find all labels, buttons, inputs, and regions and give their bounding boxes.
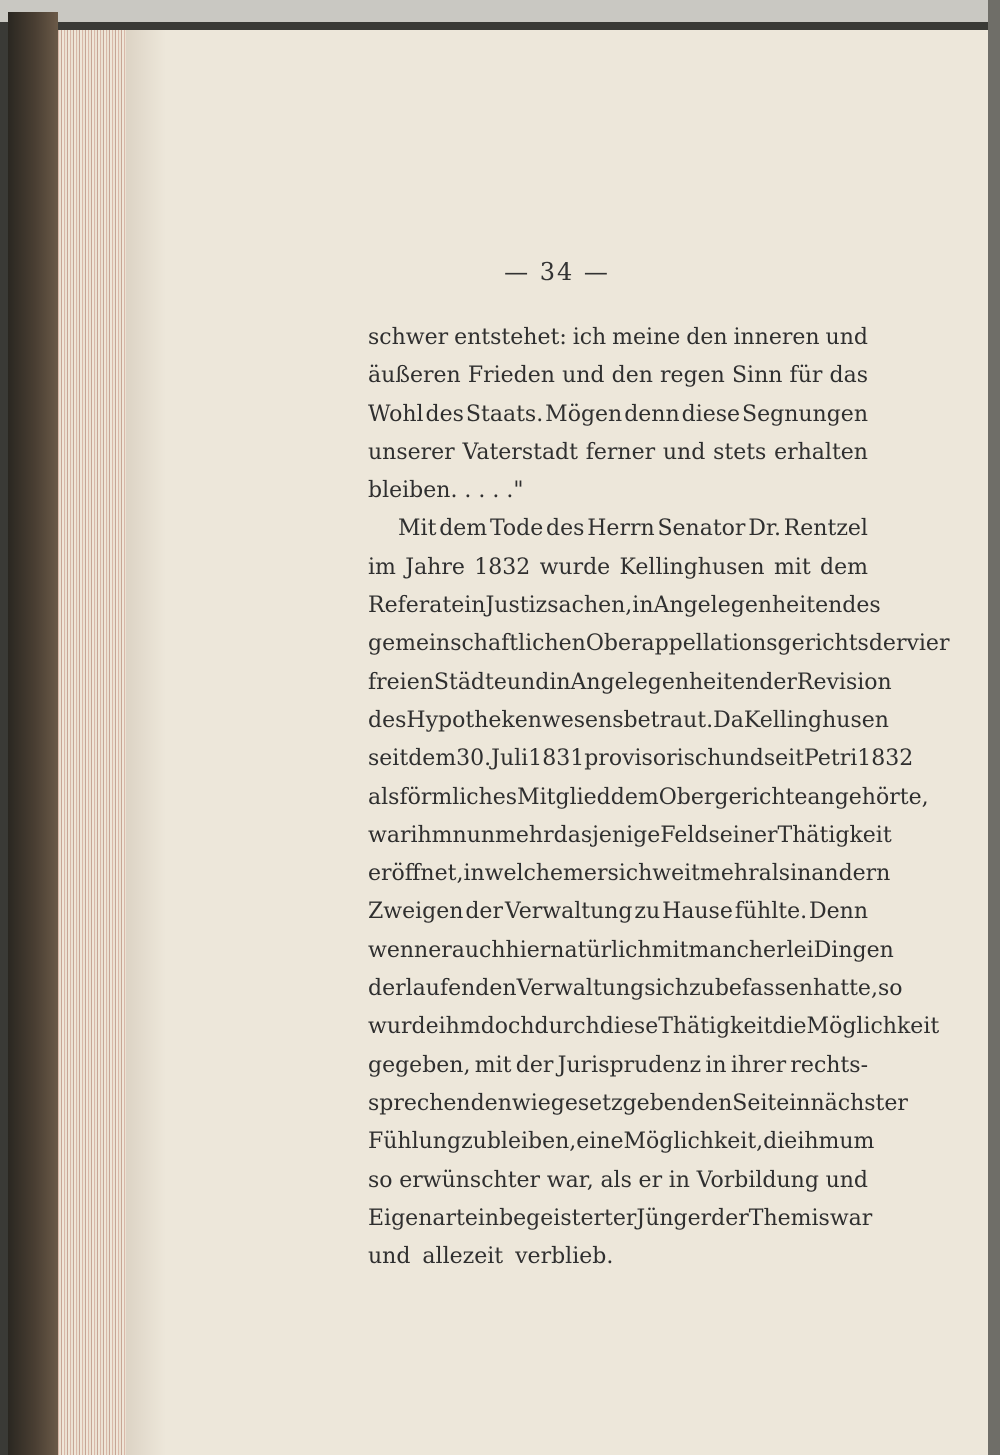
text-line (368, 899, 868, 937)
word: Hypothekenwesens (406, 707, 624, 733)
word: zu (461, 1129, 487, 1155)
word: dasjenige (553, 822, 661, 848)
word: eine (576, 1129, 624, 1155)
body-text (368, 325, 950, 1282)
word: in (705, 1052, 727, 1078)
text-line (368, 631, 950, 669)
word: in (668, 1167, 690, 1193)
word: Segnungen (742, 401, 868, 427)
text-line (368, 1129, 875, 1167)
word: äußeren (368, 363, 461, 389)
word: ihm (438, 1014, 481, 1040)
word: welchem (484, 861, 584, 887)
word: mit (773, 554, 811, 580)
word: bleiben, (486, 1129, 577, 1155)
word: Oberappellationsgerichts (585, 631, 869, 657)
word: angehörte, (807, 784, 929, 810)
word: bleiben. . . . ." (368, 478, 524, 504)
word: seiner (708, 822, 778, 848)
word: rechts- (790, 1052, 868, 1078)
word: Staats. (465, 401, 544, 427)
word: Verwaltung (504, 899, 633, 925)
word: war, (546, 1167, 594, 1193)
word: provisorisch (584, 746, 722, 772)
word: Sinn (731, 363, 783, 389)
word: regen (660, 363, 725, 389)
word: auch (451, 937, 506, 963)
word: in (632, 593, 654, 619)
word: und (721, 746, 764, 772)
text-line (368, 937, 894, 976)
word: Jahre (405, 554, 465, 580)
text-line (368, 1168, 868, 1206)
word: ich (572, 325, 607, 350)
text-line (368, 1090, 908, 1129)
word: natürlich (550, 937, 652, 963)
word: Juli (491, 746, 529, 772)
word: zu (634, 899, 661, 925)
word: Fühlung (368, 1129, 462, 1155)
word: in (790, 861, 812, 887)
word: in (549, 669, 571, 695)
word: den (686, 325, 728, 350)
word: gemeinschaftlichen (368, 631, 586, 657)
text-line (368, 822, 892, 861)
word: Wohl (368, 401, 424, 427)
text-line (368, 402, 868, 440)
word: Tode (489, 516, 544, 542)
text-line (368, 478, 868, 516)
word: den (611, 363, 653, 389)
word: allezeit (422, 1244, 504, 1270)
word: des (546, 516, 585, 542)
text-line (368, 1244, 868, 1282)
word: befassen (714, 976, 813, 1002)
word: hatte, (812, 976, 878, 1002)
word: Vorbildung (696, 1167, 819, 1193)
word: ihm (410, 822, 453, 848)
word: ihrer (730, 1052, 787, 1078)
word: vier (906, 631, 950, 657)
word: Angelegenheiten (653, 593, 843, 619)
word: die (772, 1014, 807, 1040)
word: Referate (368, 593, 465, 619)
word: und (825, 1167, 868, 1193)
word: nunmehr (452, 822, 554, 848)
word: Seite (732, 1090, 790, 1116)
word: mancherlei (688, 937, 814, 963)
word: Thätigkeit (777, 822, 892, 848)
word: und (562, 363, 605, 389)
word: Petri (804, 746, 858, 772)
word: 30. (456, 746, 492, 772)
word: durch (534, 1014, 600, 1040)
word: Verwaltung (516, 976, 645, 1002)
word: der (368, 976, 406, 1002)
word: erhalten (774, 439, 868, 465)
word: und (506, 669, 550, 695)
word: Jünger (636, 1205, 712, 1231)
word: Denn (809, 899, 868, 925)
word: das (829, 363, 868, 389)
text-line (368, 516, 868, 554)
word: in (789, 1090, 811, 1116)
word: der (868, 631, 907, 657)
text-line (368, 784, 929, 823)
word: Frieden (467, 363, 555, 389)
word: 1831 (528, 746, 585, 772)
word: Vaterstadt (462, 439, 578, 465)
word: mehr (700, 861, 759, 887)
word: seit (368, 746, 409, 772)
word: Zweigen (368, 899, 464, 925)
word: der (465, 899, 503, 925)
text-line (368, 861, 891, 899)
scan-background-top (0, 0, 1000, 22)
word: sprechenden (368, 1090, 512, 1116)
word: hier (505, 937, 551, 963)
word: dem (610, 784, 659, 810)
word: Jurisprudenz (557, 1052, 702, 1078)
word: unserer (368, 439, 455, 465)
scan-background-right (988, 0, 1000, 1455)
word: wurde (539, 554, 611, 580)
word: Rentzel (783, 516, 868, 542)
word: der (711, 1205, 749, 1231)
word: sich (644, 976, 690, 1002)
word: für (789, 363, 823, 389)
word: entstehet: (454, 325, 567, 350)
word: war (829, 1205, 873, 1231)
text-line (368, 707, 889, 746)
word: weit (652, 861, 701, 887)
word: ihm (797, 1129, 840, 1155)
word: Feld (660, 822, 709, 848)
word: Kellinghusen (743, 707, 889, 733)
word: ferner (585, 439, 656, 465)
word: andern (811, 861, 891, 887)
word: war (368, 822, 411, 848)
word: wenn (368, 937, 429, 963)
word: Dingen (813, 937, 894, 963)
word: in (463, 861, 485, 887)
word: er (638, 1167, 663, 1193)
word: und (825, 325, 868, 350)
word: zu (689, 976, 715, 1002)
word: inneren (733, 325, 820, 350)
word: als (368, 784, 400, 810)
word: 1832 (857, 746, 914, 772)
word: diese (599, 1014, 659, 1040)
word: Kellinghusen (619, 554, 765, 580)
word: Mitglied (517, 784, 611, 810)
word: nächster (810, 1090, 908, 1116)
word: dem (439, 516, 488, 542)
word: Möglichkeit, (623, 1129, 764, 1155)
text-line (368, 1053, 868, 1091)
word: Hause (662, 899, 733, 925)
word: doch (480, 1014, 535, 1040)
word: der (515, 1052, 554, 1078)
word: wurde (368, 1014, 439, 1040)
text-line (368, 1205, 873, 1244)
word: betraut. (623, 707, 714, 733)
word: Eigenart (368, 1205, 465, 1231)
word: seit (763, 746, 805, 772)
word: so (877, 976, 903, 1002)
word: Obergerichte (658, 784, 808, 810)
text-line (368, 746, 914, 784)
word: des (842, 593, 881, 619)
word: er (428, 937, 452, 963)
word: Möglichkeit (806, 1014, 940, 1040)
word: des (368, 707, 407, 733)
word: im (368, 554, 396, 580)
word: Themis (748, 1205, 830, 1231)
word: und (368, 1244, 411, 1270)
word: um (839, 1129, 875, 1155)
word: Mögen (545, 401, 623, 427)
word: als (758, 861, 791, 887)
text-line (368, 555, 868, 593)
text-line (368, 976, 903, 1014)
text-line (368, 669, 892, 708)
text-line (368, 593, 881, 631)
word: gegeben, (368, 1052, 471, 1078)
word: dem (820, 554, 868, 580)
book-cover-edge (8, 12, 58, 1455)
word: verblieb. (515, 1244, 614, 1270)
word: förmliches (399, 784, 518, 810)
word: laufenden (405, 976, 517, 1002)
word: Herrn (587, 516, 655, 542)
word: die (763, 1129, 798, 1155)
word: Städte (433, 669, 507, 695)
word: der (759, 669, 797, 695)
word: mit (474, 1052, 512, 1078)
word: Da (713, 707, 744, 733)
text-line (368, 1014, 940, 1052)
page-number: — 34 — (504, 258, 610, 286)
word: des (425, 401, 464, 427)
word: Angelegenheiten (570, 669, 760, 695)
word: fühlte. (734, 899, 808, 925)
word: denn (624, 401, 680, 427)
word: und (662, 439, 706, 465)
word: so (368, 1167, 393, 1193)
word: dem (408, 746, 457, 772)
word: Revision (796, 669, 892, 695)
text-line (368, 440, 868, 478)
word: stets (713, 439, 767, 465)
word: Mit (398, 516, 437, 542)
word: diese (681, 401, 741, 427)
word: gesetzgebenden (550, 1090, 733, 1116)
word: Senator (657, 516, 746, 542)
word: Dr. (748, 516, 781, 542)
word: Justizsachen, (485, 593, 633, 619)
word: als (600, 1167, 632, 1193)
book-page (126, 30, 988, 1455)
text-line (368, 325, 868, 363)
word: wie (511, 1090, 551, 1116)
word: 1832 (474, 554, 531, 580)
word: begeisterter (499, 1205, 637, 1231)
word: sich (607, 861, 653, 887)
word: Thätigkeit (658, 1014, 773, 1040)
word: meine (612, 325, 681, 350)
word: mit (651, 937, 689, 963)
word: er (583, 861, 608, 887)
word: eröffnet, (368, 861, 464, 887)
page-edges (58, 30, 126, 1455)
text-line (368, 363, 868, 401)
word: in (464, 593, 486, 619)
word: schwer (368, 325, 449, 350)
word: erwünschter (399, 1167, 541, 1193)
word: ein (464, 1205, 500, 1231)
word: freien (368, 669, 434, 695)
